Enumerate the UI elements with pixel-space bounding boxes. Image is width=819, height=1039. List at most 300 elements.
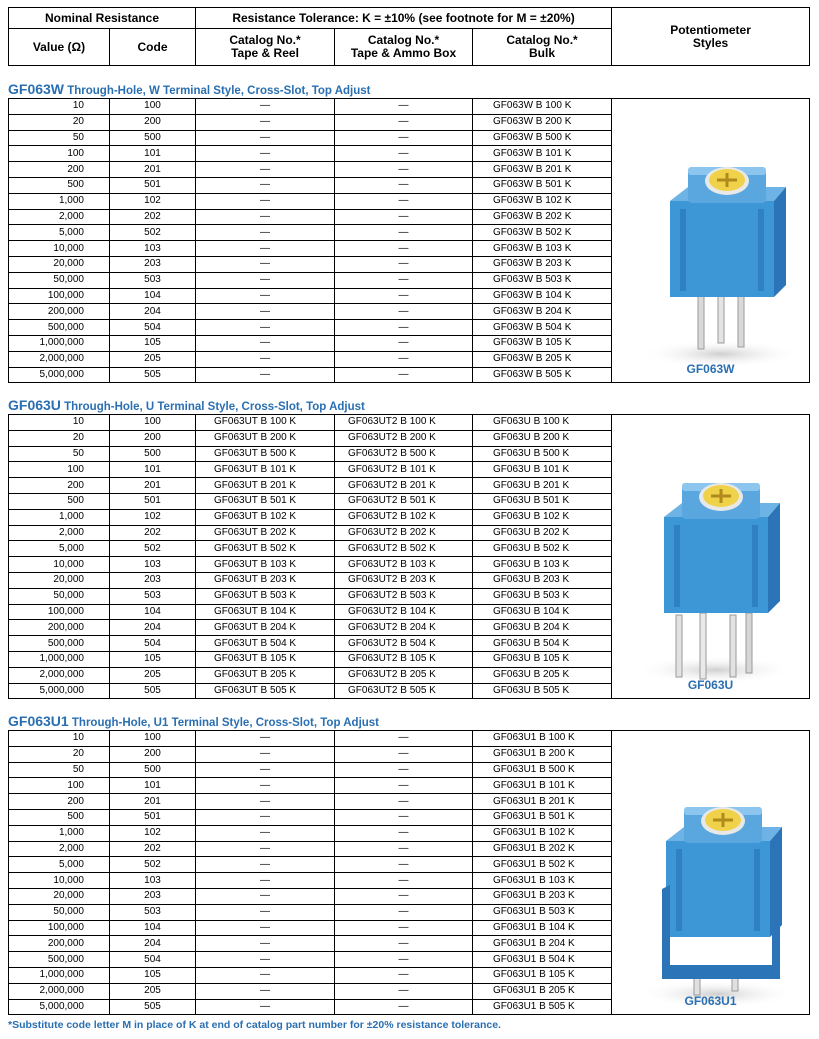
tape-reel-cell: —	[196, 99, 335, 115]
photo-cell	[612, 99, 810, 383]
bulk-cell: GF063W B 103 K	[473, 241, 612, 257]
ammo-box-cell: —	[335, 983, 473, 999]
bulk-cell: GF063U B 202 K	[473, 525, 612, 541]
bulk-cell: GF063W B 205 K	[473, 351, 612, 367]
tape-reel-cell: —	[196, 731, 335, 747]
bulk-cell: GF063U1 B 102 K	[473, 825, 612, 841]
ammo-box-cell: —	[335, 209, 473, 225]
bulk-cell: GF063U1 B 201 K	[473, 794, 612, 810]
value-cell: 500,000	[9, 320, 110, 336]
value-cell: 10,000	[9, 241, 110, 257]
code-cell: 502	[110, 541, 196, 557]
value-cell: 10	[9, 99, 110, 115]
value-cell: 100	[9, 462, 110, 478]
tape-reel-cell: —	[196, 888, 335, 904]
bulk-cell: GF063W B 200 K	[473, 114, 612, 130]
code-cell: 100	[110, 99, 196, 115]
value-cell: 5,000,000	[9, 683, 110, 699]
ammo-box-cell: —	[335, 967, 473, 983]
code-cell: 201	[110, 478, 196, 494]
code-cell: 501	[110, 177, 196, 193]
tape-reel-cell: —	[196, 335, 335, 351]
ammo-box-cell: —	[335, 920, 473, 936]
value-cell: 10	[9, 731, 110, 747]
code-cell: 104	[110, 288, 196, 304]
bulk-cell: GF063W B 104 K	[473, 288, 612, 304]
bulk-cell: GF063U1 B 503 K	[473, 904, 612, 920]
ammo-box-cell: —	[335, 762, 473, 778]
bulk-cell: GF063U B 100 K	[473, 415, 612, 431]
footnote: *Substitute code letter M in place of K at end of catalog part number for ±20% resistance tolerance.	[8, 1019, 501, 1031]
tape-reel-cell: —	[196, 225, 335, 241]
ammo-box-cell: —	[335, 335, 473, 351]
code-cell: 103	[110, 873, 196, 889]
tape-reel-cell: —	[196, 904, 335, 920]
value-cell: 5,000	[9, 541, 110, 557]
bulk-cell: GF063W B 201 K	[473, 162, 612, 178]
ammo-box-cell: GF063UT2 B 200 K	[335, 430, 473, 446]
value-cell: 100	[9, 146, 110, 162]
section-title	[8, 396, 365, 414]
code-cell: 103	[110, 241, 196, 257]
ammo-box-cell: —	[335, 130, 473, 146]
bulk-cell: GF063U B 502 K	[473, 541, 612, 557]
bulk-cell: GF063U1 B 500 K	[473, 762, 612, 778]
bulk-cell: GF063W B 102 K	[473, 193, 612, 209]
value-cell: 20,000	[9, 888, 110, 904]
ammo-box-cell: GF063UT2 B 503 K	[335, 588, 473, 604]
bulk-cell: GF063U B 201 K	[473, 478, 612, 494]
section-title	[8, 712, 379, 730]
ammo-box-cell: —	[335, 904, 473, 920]
bulk-cell: GF063U1 B 504 K	[473, 952, 612, 968]
tape-reel-cell: —	[196, 746, 335, 762]
value-header: Value (Ω)	[9, 29, 110, 66]
code-cell: 505	[110, 683, 196, 699]
bulk-cell: GF063W B 101 K	[473, 146, 612, 162]
bulk-cell: GF063U1 B 204 K	[473, 936, 612, 952]
ammo-box-cell: —	[335, 304, 473, 320]
code-cell: 202	[110, 209, 196, 225]
code-cell: 202	[110, 841, 196, 857]
ammo-box-cell: —	[335, 809, 473, 825]
value-cell: 500,000	[9, 636, 110, 652]
ammo-box-cell: GF063UT2 B 505 K	[335, 683, 473, 699]
gf063u-potentiometer-image	[612, 415, 810, 699]
code-cell: 101	[110, 146, 196, 162]
ammo-box-cell: —	[335, 272, 473, 288]
code-cell: 200	[110, 430, 196, 446]
code-cell: 200	[110, 746, 196, 762]
tolerance-header: Resistance Tolerance: K = ±10% (see footnote for M = ±20%)	[196, 8, 612, 29]
ammo-box-cell: GF063UT2 B 204 K	[335, 620, 473, 636]
section-code: GF063W	[8, 81, 65, 97]
value-cell: 20,000	[9, 256, 110, 272]
code-cell: 203	[110, 888, 196, 904]
bulk-cell: GF063W B 504 K	[473, 320, 612, 336]
bulk-cell: GF063U1 B 101 K	[473, 778, 612, 794]
code-cell: 201	[110, 162, 196, 178]
value-cell: 100	[9, 778, 110, 794]
tape-reel-cell: GF063UT B 205 K	[196, 667, 335, 683]
bulk-cell: GF063W B 204 K	[473, 304, 612, 320]
code-cell: 503	[110, 272, 196, 288]
value-cell: 20	[9, 746, 110, 762]
value-cell: 20,000	[9, 572, 110, 588]
ammo-box-cell: GF063UT2 B 202 K	[335, 525, 473, 541]
bulk-cell: GF063U1 B 105 K	[473, 967, 612, 983]
code-cell: 503	[110, 588, 196, 604]
ammo-box-cell: —	[335, 825, 473, 841]
value-cell: 500,000	[9, 952, 110, 968]
gf063u1-potentiometer-image	[612, 731, 810, 1015]
tape-reel-cell: —	[196, 146, 335, 162]
ammo-box-cell: GF063UT2 B 101 K	[335, 462, 473, 478]
bulk-cell: GF063U B 105 K	[473, 651, 612, 667]
bulk-cell: GF063U1 B 501 K	[473, 809, 612, 825]
ammo-box-cell: —	[335, 99, 473, 115]
tape-reel-cell: —	[196, 272, 335, 288]
tape-reel-cell: —	[196, 130, 335, 146]
code-cell: 504	[110, 320, 196, 336]
value-cell: 1,000	[9, 825, 110, 841]
bulk-cell: GF063U B 500 K	[473, 446, 612, 462]
code-cell: 105	[110, 651, 196, 667]
ammo-box-cell: —	[335, 746, 473, 762]
tape-reel-cell: GF063UT B 504 K	[196, 636, 335, 652]
code-cell: 501	[110, 493, 196, 509]
code-cell: 101	[110, 778, 196, 794]
value-cell: 500	[9, 809, 110, 825]
ammo-box-cell: GF063UT2 B 100 K	[335, 415, 473, 431]
value-cell: 50,000	[9, 272, 110, 288]
ammo-box-cell: —	[335, 241, 473, 257]
tape-reel-cell: —	[196, 241, 335, 257]
value-cell: 50	[9, 762, 110, 778]
value-cell: 200	[9, 478, 110, 494]
tape-reel-cell: GF063UT B 500 K	[196, 446, 335, 462]
photo-cell	[612, 731, 810, 1015]
value-cell: 50,000	[9, 904, 110, 920]
ammo-box-cell: —	[335, 256, 473, 272]
tape-reel-cell: —	[196, 320, 335, 336]
section-description: Through-Hole, U1 Terminal Style, Cross-Slot, Top Adjust	[71, 717, 380, 729]
code-cell: 204	[110, 620, 196, 636]
value-cell: 2,000,000	[9, 351, 110, 367]
ammo-box-cell: —	[335, 999, 473, 1015]
tape-reel-cell: —	[196, 209, 335, 225]
ammo-box-cell: —	[335, 952, 473, 968]
bulk-cell: GF063W B 502 K	[473, 225, 612, 241]
ammo-box-cell: GF063UT2 B 205 K	[335, 667, 473, 683]
section-gf063w	[8, 80, 809, 385]
ammo-box-cell: —	[335, 936, 473, 952]
ammo-box-cell: —	[335, 873, 473, 889]
code-cell: 201	[110, 794, 196, 810]
tape-reel-cell: —	[196, 351, 335, 367]
value-cell: 1,000,000	[9, 967, 110, 983]
bulk-cell: GF063W B 501 K	[473, 177, 612, 193]
tape-reel-cell: —	[196, 304, 335, 320]
photo-cell	[612, 415, 810, 699]
value-cell: 10	[9, 415, 110, 431]
value-cell: 5,000,000	[9, 999, 110, 1015]
tape-reel-cell: —	[196, 114, 335, 130]
tape-reel-cell: —	[196, 794, 335, 810]
section-table	[8, 414, 810, 699]
bulk-cell: GF063U B 204 K	[473, 620, 612, 636]
code-cell: 202	[110, 525, 196, 541]
tape-reel-cell: —	[196, 920, 335, 936]
ammo-box-header: Catalog No.* Tape & Ammo Box	[335, 29, 473, 66]
tape-reel-header: Catalog No.* Tape & Reel	[196, 29, 335, 66]
ammo-box-cell: —	[335, 146, 473, 162]
value-cell: 5,000	[9, 857, 110, 873]
value-cell: 2,000,000	[9, 983, 110, 999]
bulk-cell: GF063W B 202 K	[473, 209, 612, 225]
code-cell: 501	[110, 809, 196, 825]
value-cell: 500	[9, 493, 110, 509]
section-description: Through-Hole, U Terminal Style, Cross-Slot, Top Adjust	[64, 401, 365, 413]
code-cell: 502	[110, 225, 196, 241]
code-cell: 500	[110, 130, 196, 146]
table-row	[9, 415, 810, 431]
section-code: GF063U1	[8, 713, 69, 729]
code-cell: 104	[110, 920, 196, 936]
bulk-cell: GF063U B 200 K	[473, 430, 612, 446]
code-cell: 204	[110, 936, 196, 952]
tape-reel-cell: —	[196, 177, 335, 193]
value-cell: 5,000	[9, 225, 110, 241]
value-cell: 200,000	[9, 936, 110, 952]
tape-reel-cell: —	[196, 288, 335, 304]
code-cell: 203	[110, 572, 196, 588]
ammo-box-cell: —	[335, 778, 473, 794]
code-cell: 102	[110, 193, 196, 209]
code-cell: 100	[110, 731, 196, 747]
tape-reel-cell: GF063UT B 104 K	[196, 604, 335, 620]
section-code: GF063U	[8, 397, 61, 413]
value-cell: 10,000	[9, 557, 110, 573]
bulk-cell: GF063U B 203 K	[473, 572, 612, 588]
ammo-box-cell: —	[335, 731, 473, 747]
bulk-cell: GF063U B 501 K	[473, 493, 612, 509]
value-cell: 200,000	[9, 620, 110, 636]
ammo-box-cell: GF063UT2 B 203 K	[335, 572, 473, 588]
tape-reel-cell: GF063UT B 101 K	[196, 462, 335, 478]
bulk-cell: GF063U B 504 K	[473, 636, 612, 652]
code-cell: 505	[110, 367, 196, 383]
code-cell: 204	[110, 304, 196, 320]
bulk-cell: GF063W B 203 K	[473, 256, 612, 272]
bulk-header: Catalog No.* Bulk	[473, 29, 612, 66]
code-cell: 105	[110, 967, 196, 983]
code-cell: 103	[110, 557, 196, 573]
value-cell: 500	[9, 177, 110, 193]
code-cell: 205	[110, 667, 196, 683]
section-gf063u	[8, 396, 809, 701]
ammo-box-cell: GF063UT2 B 504 K	[335, 636, 473, 652]
bulk-cell: GF063U B 503 K	[473, 588, 612, 604]
ammo-box-cell: —	[335, 888, 473, 904]
section-description: Through-Hole, W Terminal Style, Cross-Slot, Top Adjust	[67, 85, 371, 97]
value-cell: 100,000	[9, 288, 110, 304]
photo-caption: GF063W	[686, 362, 735, 377]
tape-reel-cell: —	[196, 952, 335, 968]
tape-reel-cell: —	[196, 809, 335, 825]
ammo-box-cell: —	[335, 857, 473, 873]
bulk-cell: GF063U B 104 K	[473, 604, 612, 620]
bulk-cell: GF063U1 B 502 K	[473, 857, 612, 873]
value-cell: 200,000	[9, 304, 110, 320]
ammo-box-cell: GF063UT2 B 500 K	[335, 446, 473, 462]
tape-reel-cell: —	[196, 367, 335, 383]
value-cell: 200	[9, 794, 110, 810]
tape-reel-cell: GF063UT B 201 K	[196, 478, 335, 494]
tape-reel-cell: —	[196, 857, 335, 873]
code-cell: 100	[110, 415, 196, 431]
tape-reel-cell: —	[196, 999, 335, 1015]
tape-reel-cell: GF063UT B 100 K	[196, 415, 335, 431]
tape-reel-cell: —	[196, 825, 335, 841]
ammo-box-cell: GF063UT2 B 201 K	[335, 478, 473, 494]
code-cell: 504	[110, 636, 196, 652]
bulk-cell: GF063U1 B 205 K	[473, 983, 612, 999]
code-cell: 200	[110, 114, 196, 130]
tape-reel-cell: —	[196, 967, 335, 983]
ammo-box-cell: GF063UT2 B 104 K	[335, 604, 473, 620]
code-cell: 102	[110, 509, 196, 525]
gf063w-potentiometer-image	[612, 99, 810, 383]
ammo-box-cell: —	[335, 288, 473, 304]
ammo-box-cell: —	[335, 320, 473, 336]
code-cell: 503	[110, 904, 196, 920]
bulk-cell: GF063U1 B 104 K	[473, 920, 612, 936]
tape-reel-cell: GF063UT B 501 K	[196, 493, 335, 509]
value-cell: 100,000	[9, 604, 110, 620]
photo-caption: GF063U	[687, 678, 734, 693]
ammo-box-cell: —	[335, 841, 473, 857]
photo-caption: GF063U1	[684, 994, 737, 1009]
tape-reel-cell: —	[196, 256, 335, 272]
header-table	[8, 7, 810, 66]
bulk-cell: GF063U1 B 100 K	[473, 731, 612, 747]
value-cell: 2,000	[9, 209, 110, 225]
tape-reel-cell: —	[196, 762, 335, 778]
tape-reel-cell: GF063UT B 503 K	[196, 588, 335, 604]
bulk-cell: GF063U1 B 202 K	[473, 841, 612, 857]
bulk-cell: GF063U1 B 200 K	[473, 746, 612, 762]
value-cell: 50,000	[9, 588, 110, 604]
ammo-box-cell: —	[335, 367, 473, 383]
code-cell: 504	[110, 952, 196, 968]
ammo-box-cell: —	[335, 794, 473, 810]
tape-reel-cell: —	[196, 162, 335, 178]
ammo-box-cell: —	[335, 114, 473, 130]
value-cell: 1,000	[9, 509, 110, 525]
value-cell: 10,000	[9, 873, 110, 889]
value-cell: 1,000,000	[9, 335, 110, 351]
value-cell: 2,000	[9, 841, 110, 857]
bulk-cell: GF063U B 505 K	[473, 683, 612, 699]
ammo-box-cell: —	[335, 225, 473, 241]
bulk-cell: GF063U B 101 K	[473, 462, 612, 478]
code-cell: 102	[110, 825, 196, 841]
value-cell: 5,000,000	[9, 367, 110, 383]
ammo-box-cell: GF063UT2 B 102 K	[335, 509, 473, 525]
code-cell: 500	[110, 446, 196, 462]
bulk-cell: GF063U B 102 K	[473, 509, 612, 525]
value-cell: 1,000,000	[9, 651, 110, 667]
tape-reel-cell: GF063UT B 200 K	[196, 430, 335, 446]
styles-header: Potentiometer Styles	[612, 8, 810, 66]
bulk-cell: GF063W B 505 K	[473, 367, 612, 383]
code-cell: 502	[110, 857, 196, 873]
ammo-box-cell: GF063UT2 B 501 K	[335, 493, 473, 509]
ammo-box-cell: GF063UT2 B 502 K	[335, 541, 473, 557]
code-cell: 500	[110, 762, 196, 778]
value-cell: 2,000	[9, 525, 110, 541]
bulk-cell: GF063U1 B 505 K	[473, 999, 612, 1015]
section-gf063u1	[8, 712, 809, 1017]
ammo-box-cell: GF063UT2 B 105 K	[335, 651, 473, 667]
bulk-cell: GF063U1 B 203 K	[473, 888, 612, 904]
value-cell: 2,000,000	[9, 667, 110, 683]
value-cell: 50	[9, 446, 110, 462]
value-cell: 100,000	[9, 920, 110, 936]
value-cell: 20	[9, 430, 110, 446]
tape-reel-cell: —	[196, 193, 335, 209]
bulk-cell: GF063U1 B 103 K	[473, 873, 612, 889]
section-title	[8, 80, 370, 98]
code-cell: 205	[110, 983, 196, 999]
tape-reel-cell: GF063UT B 103 K	[196, 557, 335, 573]
section-table	[8, 730, 810, 1015]
code-cell: 101	[110, 462, 196, 478]
tape-reel-cell: —	[196, 936, 335, 952]
value-cell: 50	[9, 130, 110, 146]
nominal-resistance-header: Nominal Resistance	[9, 8, 196, 29]
tape-reel-cell: GF063UT B 505 K	[196, 683, 335, 699]
code-header: Code	[110, 29, 196, 66]
code-cell: 203	[110, 256, 196, 272]
tape-reel-cell: GF063UT B 102 K	[196, 509, 335, 525]
code-cell: 505	[110, 999, 196, 1015]
section-table	[8, 98, 810, 383]
ammo-box-cell: —	[335, 177, 473, 193]
bulk-cell: GF063W B 503 K	[473, 272, 612, 288]
ammo-box-cell: GF063UT2 B 103 K	[335, 557, 473, 573]
value-cell: 1,000	[9, 193, 110, 209]
bulk-cell: GF063U B 205 K	[473, 667, 612, 683]
tape-reel-cell: GF063UT B 203 K	[196, 572, 335, 588]
code-cell: 105	[110, 335, 196, 351]
bulk-cell: GF063W B 500 K	[473, 130, 612, 146]
tape-reel-cell: GF063UT B 502 K	[196, 541, 335, 557]
ammo-box-cell: —	[335, 162, 473, 178]
table-row	[9, 731, 810, 747]
ammo-box-cell: —	[335, 193, 473, 209]
code-cell: 104	[110, 604, 196, 620]
tape-reel-cell: —	[196, 983, 335, 999]
tape-reel-cell: GF063UT B 204 K	[196, 620, 335, 636]
value-cell: 200	[9, 162, 110, 178]
tape-reel-cell: GF063UT B 202 K	[196, 525, 335, 541]
bulk-cell: GF063W B 100 K	[473, 99, 612, 115]
tape-reel-cell: —	[196, 841, 335, 857]
tape-reel-cell: —	[196, 778, 335, 794]
bulk-cell: GF063U B 103 K	[473, 557, 612, 573]
